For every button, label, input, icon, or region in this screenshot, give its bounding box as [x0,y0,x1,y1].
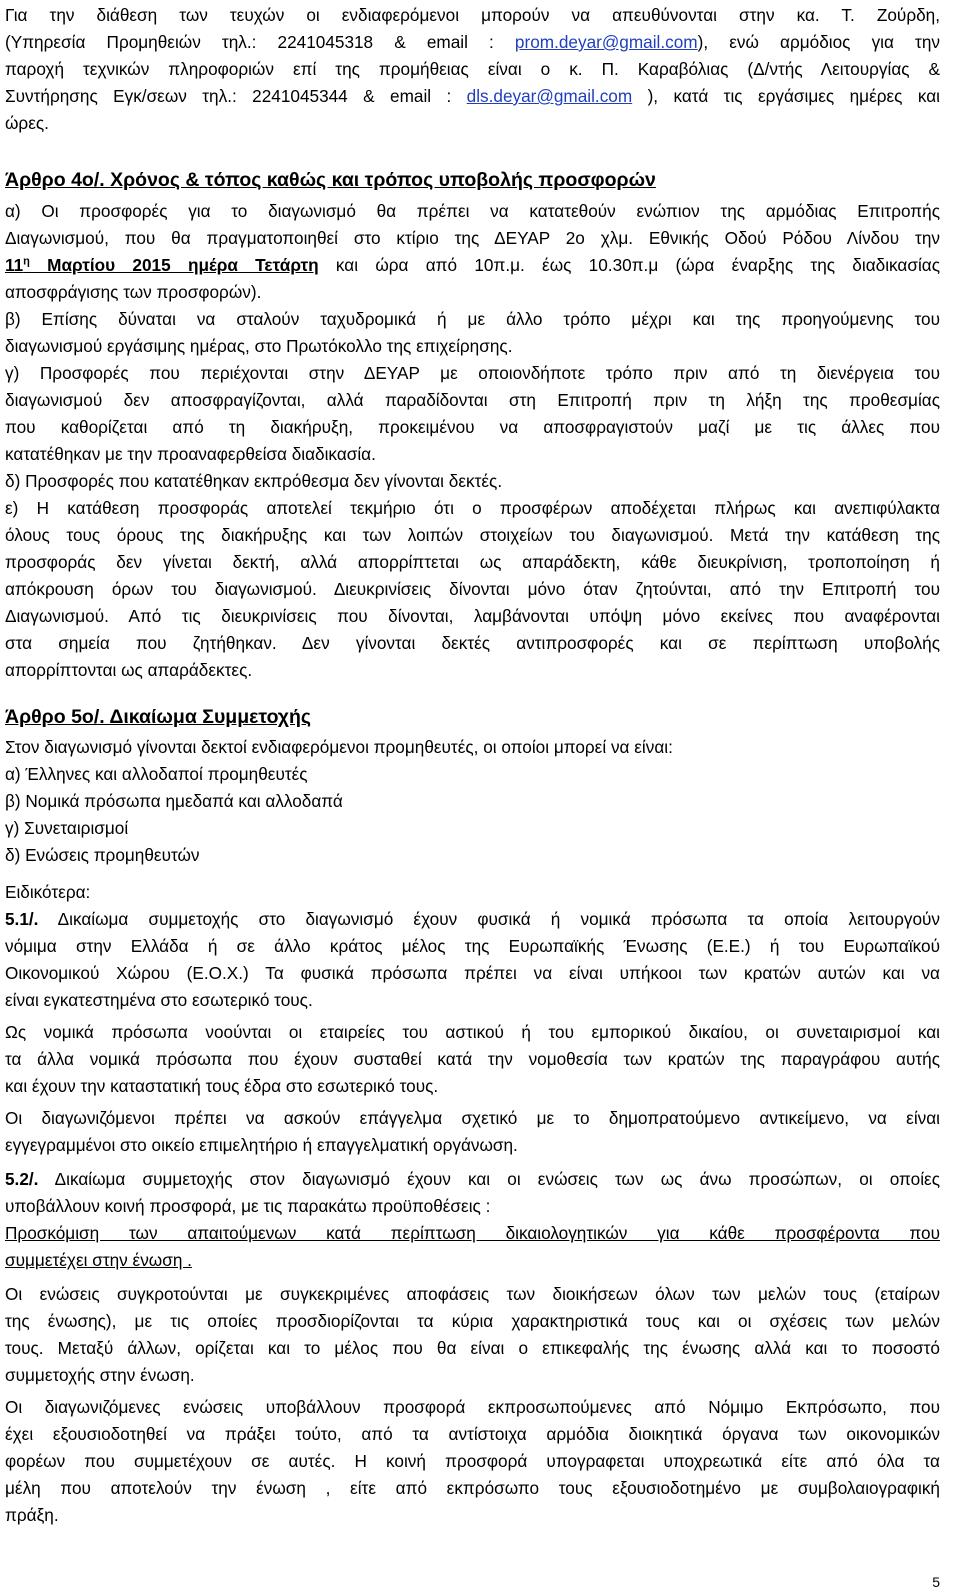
list-item: γ) Συνεταιρισμοί [5,818,129,838]
submission-date: $11^\eta$ Μαρτίου 2015 ημέρα Τετάρτη [5,255,319,275]
article-4-paragraph-d: δ) Προσφορές που κατατέθηκαν εκπρόθεσμα δεν γίνονται δεκτές. [5,471,503,491]
section-5-2: 5.2/. Δικαίωμα συμμετοχής στον διαγωνισμό έχουν και οι ενώσεις των ως άνω προσώπων, οι οποίες υποβάλλουν κοινή προσφορά, με τις παρακάτω προϋποθέσεις : Προσκόμιση των απαιτούμενων κατά περίπτωση δικαιολογητικών για κάθε προσφέροντα που συμμετέχει στην ένωση . [5,1166,940,1274]
a4-a-line-4: αποσφράγισης των προσφορών). [5,282,262,302]
article-4-paragraph-c: γ) Προσφορές που περιέχονται στην ΔΕΥΑΡ με οποιονδήποτε τρόπο πριν από τη διενέργεια του διαγωνισμού δεν αποσφραγίζονται, αλλά παραδίδονται στη Επιτροπή πριν τη λήξη της προθεσμίας που καθορίζεται από τη διακήρυξη, προκειμένου να αποσφραγιστούν μαζί με τις άλλες που κατατέθηκαν με την προαναφερθείσα διαδικασία. [5,363,940,464]
list-item: δ) Ενώσεις προμηθευτών [5,845,200,865]
intro-paragraph [5,2,940,137]
email-link-prom[interactable]: prom.deyar@gmail.com [514,32,698,52]
unions-paragraph: Οι ενώσεις συγκροτούνται με συγκεκριμένες αποφάσεις των διοικήσεων όλων των μελών τους (εταίρων της ένωσης), με τις οποίες προσδιορίζονται τα κύρια χαρακτηριστικά τους και οι σχέσεις των μελών τους. Μεταξύ άλλων, ορίζεται και το μέλος που θα είναι ο επικεφαλής της ένωσης αλλά και το ποσοστό συμμετοχής στην ένωση. [5,1284,940,1385]
intro-line-2: (Υπηρεσία Προμηθειών τηλ.: 2241045318 & email : prom.deyar@gmail.com), ενώ αρμόδιος για την [5,32,940,52]
list-item: β) Νομικά πρόσωπα ημεδαπά και αλλοδαπά [5,791,343,811]
specifically-label: Ειδικότερα: [5,882,91,902]
profession-paragraph: Οι διαγωνιζόμενοι πρέπει να ασκούν επάγγελμα σχετικό με το δημοπρατούμενο αντικείμενο, να είναι εγγεγραμμένοι στο οικείο επιμελητήριο ή επαγγελματική οργάνωση. [5,1108,940,1155]
section-5-2-number: 5.2/. [5,1169,39,1189]
intro-line-1: Για την διάθεση των τευχών οι ενδιαφερόμενοι μπορούν να απευθύνονται στην κα. Τ. Ζούρδη, [5,5,940,25]
intro-line-3: παροχή τεχνικών πληροφοριών επί της προμήθειας είναι ο κ. Π. Καραβόλιας (Δ/ντής Λειτουργίας & [5,59,940,79]
intro-line-5: ώρες. [5,113,49,133]
article-4-heading: Άρθρο 4ο/. Χρόνος & τόπος καθώς και τρόπος υποβολής προσφορών [5,169,656,191]
intro-line-4: Συντήρησης Εγκ/σεων τηλ.: 2241045344 & email : dls.deyar@gmail.com ), κατά τις εργάσιμες ημέρες και [5,86,940,106]
a4-a-line-3: $11^\eta$ Μαρτίου 2015 ημέρα Τετάρτη και ώρα από 10π.μ. έως 10.30π.μ (ώρα έναρξης της διαδικασίας [5,255,940,275]
article-5-intro: Στον διαγωνισμό γίνονται δεκτοί ενδιαφερόμενοι προμηθευτές, οι οποίοι μπορεί να είναι: α) Έλληνες και αλλοδαποί προμηθευτές β) Νομικά πρόσωπα ημεδαπά και αλλοδαπά γ) Συνεταιρισμοί δ) Ενώσεις προμηθευτών [5,734,940,869]
article-4-paragraph-e: ε) Η κατάθεση προσφοράς αποτελεί τεκμήριο ότι ο προσφέρων αποδέχεται πλήρως και ανεπιφύλακτα όλους τους όρους της διακήρυξης και των λοιπών στοιχείων του διαγωνισμού. Μετά την κατάθεση της προσφοράς δεν γίνεται δεκτή, αλλά απορρίπτεται ως απαράδεκτη, κάθε διευκρίνιση, τροποποίηση ή απόκρουση όρων του διαγωνισμού. Διευκρινίσεις δίνονται μόνο όταν ζητούνται, από την Επιτροπή του Διαγωνισμού. Από τις διευκρινίσεις που δίνονται, λαμβάνονται υπόψη μόνο εκείνες που αναφέρονται στα σημεία που ζητήθηκαν. Δεν γίνονται δεκτές αντιπροσφορές και σε περίπτωση υποβολής απορρίπτονται ως απαράδεκτες. [5,498,940,680]
legal-persons-paragraph: Ως νομικά πρόσωπα νοούνται οι εταιρείες του αστικού ή του εμπορικού δικαίου, οι συνεταιρισμοί και τα άλλα νομικά πρόσωπα που έχουν συσταθεί κατά την νομοθεσία των κρατών της παραγράφου αυτής και έχουν την καταστατική τους έδρα στο εσωτερικό τους. [5,1022,940,1096]
requirement-line-2: συμμετέχει στην ένωση . [5,1250,192,1270]
a4-a-line-2: Διαγωνισμού, που θα πραγματοποιηθεί στο κτίριο της ΔΕΥΑΡ 2ο χλμ. Εθνικής Οδού Ρόδου Λίνδου την [5,228,940,248]
article-4-paragraph-a [5,198,940,306]
page-number: 5 [932,1574,940,1590]
article-4-paragraph-b: β) Επίσης δύναται να σταλούν ταχυδρομικά ή με άλλο τρόπο μέχρι και της προηγούμενης του διαγωνισμού εργάσιμης ημέρας, στο Πρωτόκολλο της επιχείρησης. [5,309,940,356]
section-5-1: 5.1/. Δικαίωμα συμμετοχής στο διαγωνισμό έχουν φυσικά ή νομικά πρόσωπα τα οποία λειτουργούν νόμιμα στην Ελλάδα ή σε άλλο κράτος μέλος της Ευρωπαϊκής Ένωσης (Ε.Ε.) ή του Ευρωπαϊκού Οικονομικού Χώρου (Ε.Ο.Χ.) Τα φυσικά πρόσωπα πρέπει να είναι υπήκοοι των κρατών αυτών και να είναι εγκατεστημένα στο εσωτερικό τους. [5,909,940,1010]
representative-paragraph: Οι διαγωνιζόμενες ενώσεις υποβάλλουν προσφορά εκπροσωπούμενες από Νόμιμο Εκπρόσωπο, που έχει εξουσιοδοτηθεί να πράξει τούτο, από τα αντίστοιχα αρμόδια διοικητικά όργανα των οικονομικών φορέων που συμμετέχουν σε αυτές. Η κοινή προσφορά υπογραφεται υποχρεωτικά είτε από όλα τα μέλη που αποτελούν την ένωση , είτε από εκπρόσωπο τους εξουσιοδοτημένο με συμβολαιογραφική πράξη. [5,1397,940,1525]
requirement-line-1: Προσκόμιση των απαιτούμενων κατά περίπτωση δικαιολογητικών για κάθε προσφέροντα που [5,1223,940,1243]
email-link-dls[interactable]: dls.deyar@gmail.com [466,86,633,106]
a4-a-line-1: α) Οι προσφορές για το διαγωνισμό θα πρέπει να κατατεθούν ενώπιον της αρμόδιας Επιτροπής [5,201,940,221]
article-5-heading: Άρθρο 5ο/. Δικαίωμα Συμμετοχής [5,706,312,728]
section-5-1-number: 5.1/. [5,909,39,929]
list-item: α) Έλληνες και αλλοδαποί προμηθευτές [5,764,308,784]
